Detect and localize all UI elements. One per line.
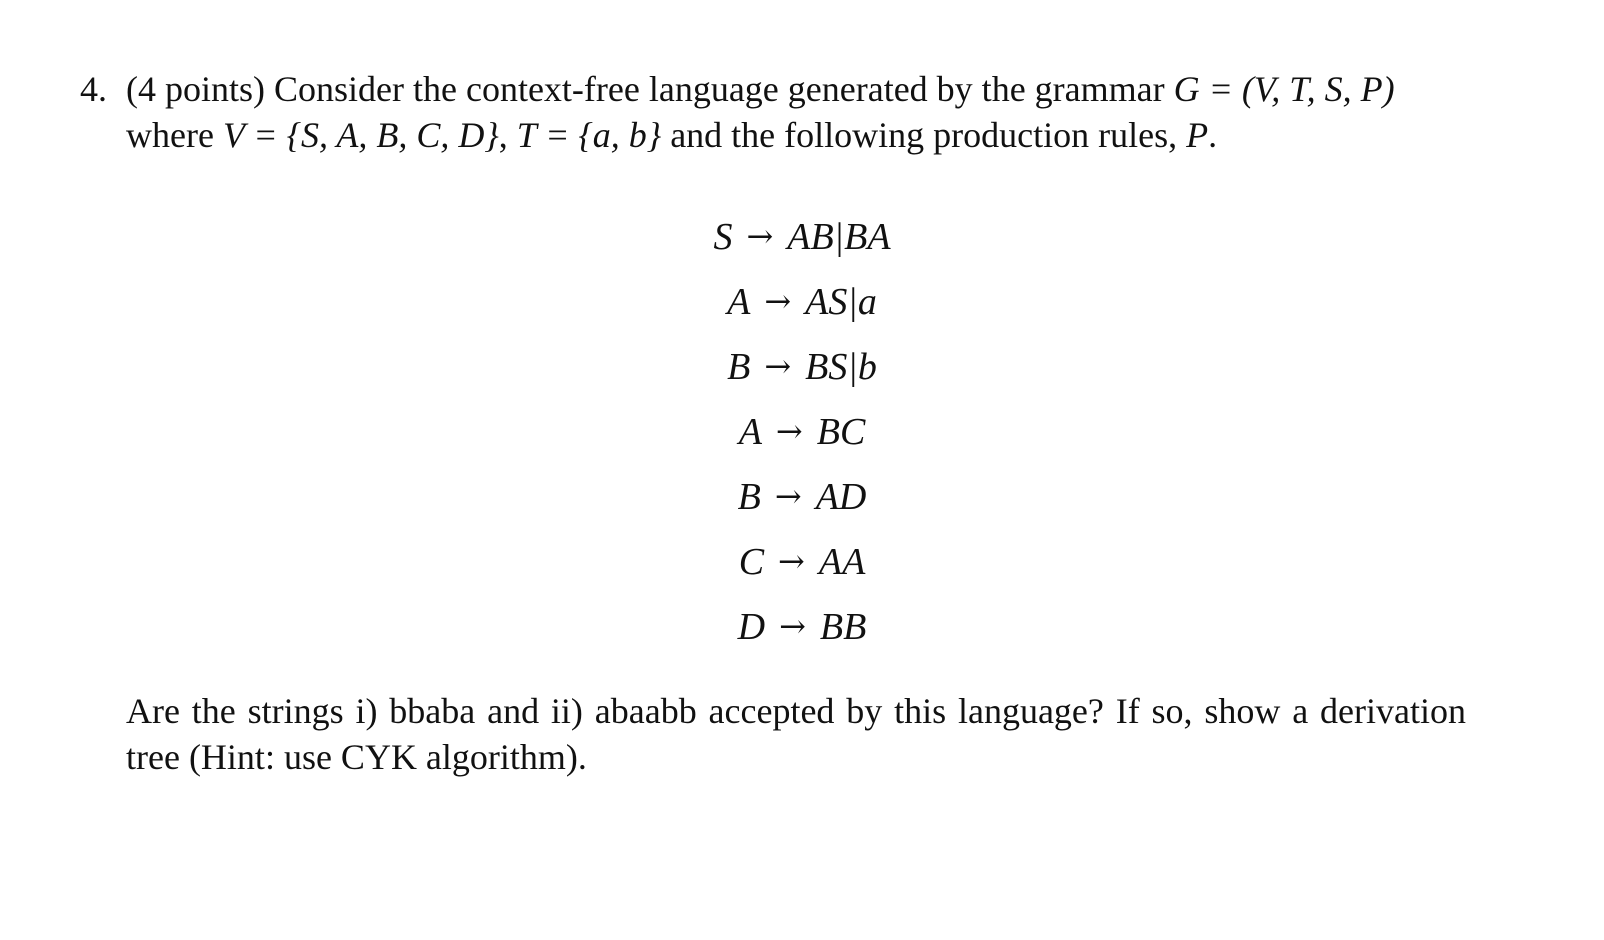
arrow-icon: →	[764, 282, 792, 320]
variables-set: V = {S, A, B, C, D}	[222, 115, 499, 155]
problem-number: 4.	[80, 69, 107, 109]
rule-lhs: B	[737, 476, 761, 518]
problem-statement	[80, 66, 1540, 158]
rule-lhs: D	[737, 606, 766, 648]
production-rule	[0, 474, 1604, 521]
grammar-tuple: = (V, T, S, P)	[1199, 69, 1395, 109]
arrow-icon: →	[746, 217, 774, 255]
sentence-period: .	[1208, 115, 1218, 155]
terminals-set: T = {a, b}	[516, 115, 662, 155]
question-text: Are the strings i) bbaba and ii) abaabb accepted by this language? If so, show a derivation tree (Hint: use CYK algorithm).	[126, 691, 1466, 777]
arrow-icon: →	[778, 542, 805, 580]
arrow-icon: →	[779, 607, 806, 645]
productions-symbol: P	[1186, 115, 1209, 155]
production-rules-text: and the following production rules,	[661, 115, 1187, 155]
rule-lhs: A	[738, 411, 762, 453]
arrow-icon: →	[764, 347, 792, 385]
rule-rhs: BB	[819, 606, 867, 648]
rule-rhs: AB|BA	[787, 216, 891, 258]
rule-rhs: AS|a	[805, 281, 877, 323]
arrow-icon: →	[775, 412, 803, 450]
production-rule	[0, 604, 1604, 651]
rule-rhs: BC	[816, 411, 866, 453]
production-rule	[0, 279, 1604, 326]
rule-lhs: B	[727, 346, 751, 388]
rule-rhs: BS|b	[805, 346, 877, 388]
rule-rhs: AA	[818, 541, 866, 583]
rule-lhs: C	[738, 541, 765, 583]
problem-line-1	[80, 66, 1540, 112]
production-rule	[0, 214, 1604, 261]
arrow-icon: →	[774, 477, 802, 515]
rule-lhs: A	[727, 281, 751, 323]
set-separator: ,	[498, 115, 517, 155]
production-rule	[0, 539, 1604, 586]
problem-intro-text: (4 points) Consider the context-free language generated by the grammar	[126, 69, 1174, 109]
problem-line-2	[80, 112, 1540, 158]
production-rule	[0, 344, 1604, 391]
rule-lhs: S	[713, 216, 733, 258]
rule-rhs: AD	[815, 476, 867, 518]
where-text: where	[126, 115, 223, 155]
production-rule	[0, 409, 1604, 456]
grammar-symbol: G	[1173, 69, 1200, 109]
